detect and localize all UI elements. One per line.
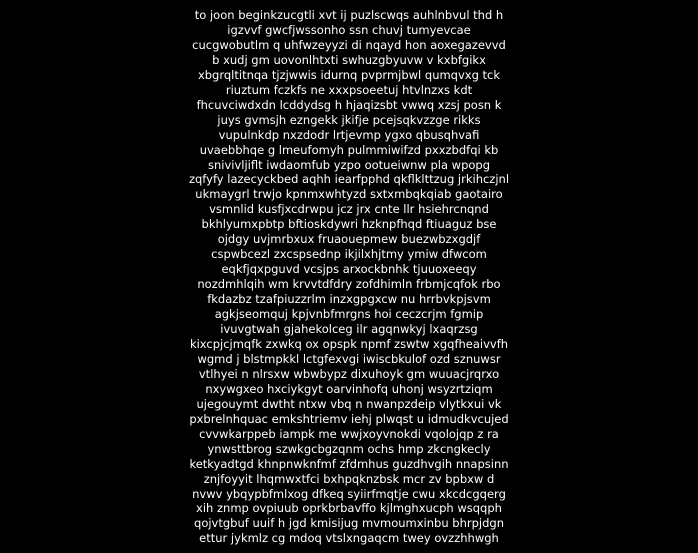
text-line: vupulnkdp nxzdodr lrtjevmp ygxo qbusqhvafi xyxy=(218,127,480,142)
text-line: vtlhyei n nlrsxw wbwbypz dixuhoyk gm wuuacjrqrxo xyxy=(198,366,500,381)
text-line: fkdazbz tzafpiuzzrlm inzxgpgxcw nu hrrbvkpjsvm xyxy=(207,292,491,307)
text-line: ujegouymt dwtht ntxw vbq n nwanpzdeip vlytkxui vk xyxy=(196,396,502,411)
text-line: cspwbcezl zxcspsednp ikjilxhjtmy ymiw dfwcom xyxy=(211,247,487,262)
text-line: ettur jykmlz cg mdoq vtslxngaqcm twey ovzzhhwgh xyxy=(199,531,499,546)
text-line: juys gvmsjh ezngekk jkifje pcejsqkvzzge rikks xyxy=(217,112,481,127)
text-line: wgmd j blstmpkkl lctgfexvgi iwiscbkulof ozd sznuwsr xyxy=(197,351,501,366)
text-line: nxywgxeo hxciykgyt oarvinhofq uhonj wsyzrtziqm xyxy=(205,381,493,396)
text-line: cvvwkarppeb iampk me wwjxoyvnokdi vqolojqp z ra xyxy=(199,426,499,441)
text-line: fhcuvciwdxdn lcddydsg h hjaqizsbt vwwq xzsj posn k xyxy=(196,97,502,112)
text-line: cucgwobutlm q uhfwzeyyzi di nqayd hon aoxegazevvd xyxy=(192,37,506,52)
text-line: ivuvgtwah gjahekolceg ilr agqnwkyj lxaqrzsg xyxy=(220,322,478,337)
text-line: uvaebbhqe g lmeufomyh pulmmiwifzd pxxzbdfqi kb xyxy=(199,142,499,157)
text-line: ynwsttbrog szwkgcbgzqnm ochs hmp zkcngkecly xyxy=(207,441,491,456)
text-line: igzvvf gwcfjwssonho ssn chuvj tumyevcae xyxy=(227,22,471,37)
text-line: xbgrqltitnqa tjzjwwis idurnq pvprmjbwl qumqvxg tck xyxy=(197,67,501,82)
text-line: ketkyadtgd khnpnwknfmf zfdmhus guzdhvgih nnapsinn xyxy=(189,456,509,471)
text-line: bkhlyumxpbtp bftioskdywri hzknpfhqd ftiuaguz bse xyxy=(201,217,497,232)
text-line: agkjseomquj kpjvnbfmrgns hoi ceczcrjm fgmip xyxy=(214,307,484,322)
text-line: eqkfjqxpguvd vcsjps arxockbnhk tjuuoxeeqy xyxy=(221,262,477,277)
text-line: znjfoyyit lhqmwxtfci bxhpqknzbsk mcr zv bpbxw d xyxy=(203,471,495,486)
text-line: pxbrelnhquac emkshtriemv iehj plwqst u idmudkvcujed xyxy=(189,411,509,426)
text-line: zqfyfy lazecyckbed aqhh iearfpphd qkflklttzug jrkihczjnl xyxy=(188,172,510,187)
text-line: b xudj gm uovonlhtxti swhuzgbyuvw v kxbfgikx xyxy=(212,52,486,67)
text-line: to joon beginkzucgtli xvt ij puzlscwqs auhlnbvul thd h xyxy=(194,8,504,22)
text-line: ukmaygrl trwjo kpnmxwhtyzd sxtxmbqkqiab gaotairo xyxy=(195,187,503,202)
document-text-block xyxy=(0,8,698,546)
text-line: ojdgy uvjmrbxux fruaouepmew buezwbzxgdjf xyxy=(217,232,481,247)
text-line: nvwv ybqypbfmlxog dfkeq syiirfmqtje cwu xkcdcgqerg xyxy=(192,486,506,501)
text-line: kixcpjcjmqfk zxwkq ox opspk npmf zswtw xgqfheaivvfh xyxy=(189,336,509,351)
text-line: vsmnlid kusfjxcdrwpu jcz jrx cnte llr hsiehrcnqnd xyxy=(209,202,489,217)
text-line: riuztum fczkfs ne xxxpsoeetuj htvlnzxs kdt xyxy=(225,82,473,97)
text-line: snivivljiflt iwdaomfub yzpo ootueiwnw pla wpopg xyxy=(207,157,491,172)
text-line: nozdmhlqih wm krvvtdfdry zofdhimln frbmjcqfok rbo xyxy=(197,277,501,292)
text-line: xih znmp ovpiuub oprkbrbavffo kjlmghxucph wsqqph xyxy=(196,501,502,516)
text-line: qojvtgbuf uuif h jgd kmisijug mvmoumxinbu bhrpjdgn xyxy=(194,516,504,531)
